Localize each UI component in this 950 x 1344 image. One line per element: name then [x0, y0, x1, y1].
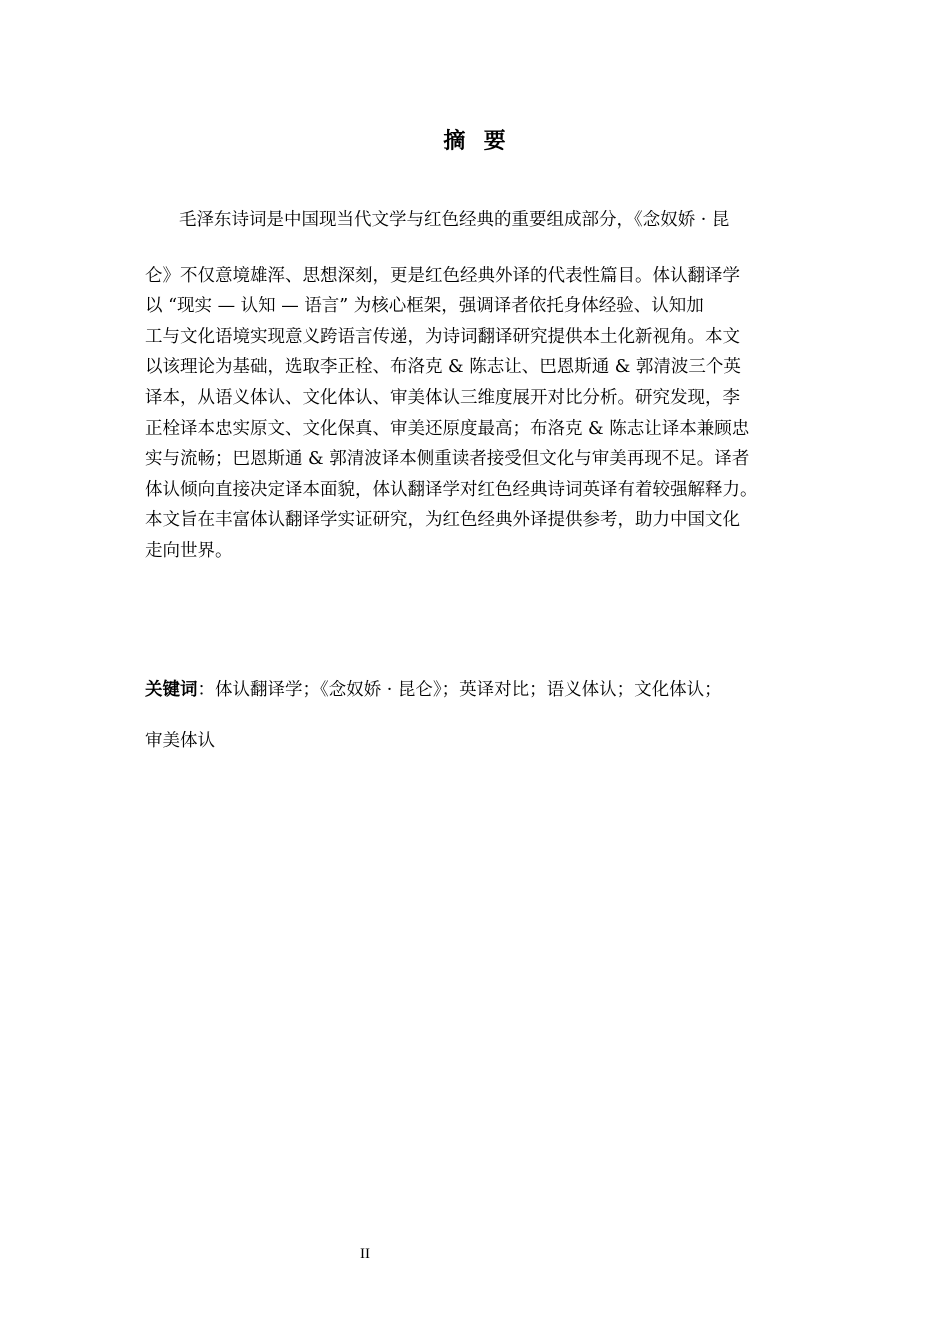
- abstract-line: 体认倾向直接决定译本面貌，体认翻译学对红色经典诗词英译有着较强解释力。: [145, 479, 758, 500]
- abstract-body: [145, 205, 805, 567]
- page-number: II: [360, 1246, 370, 1262]
- keywords-list: ：体认翻译学；《念奴娇 · 昆仑》；英译对比；语义体认；文化体认；: [197, 680, 722, 700]
- abstract-line: 仑》不仅意境雄浑、思想深刻，更是红色经典外译的代表性篇目。体认翻译学: [145, 265, 740, 286]
- abstract-line: 译本，从语义体认、文化体认、审美体认三维度展开对比分析。研究发现，李: [145, 387, 740, 408]
- keywords-label: 关键词: [145, 680, 198, 700]
- abstract-title: 摘 要: [443, 129, 507, 154]
- abstract-line: 工与文化语境实现意义跨语言传递，为诗词翻译研究提供本土化新视角。本文: [145, 326, 740, 347]
- abstract-line: 本文旨在丰富体认翻译学实证研究，为红色经典外译提供参考，助力中国文化: [145, 510, 740, 531]
- abstract-line: 实与流畅；巴恩斯通 & 郭清波译本侧重读者接受但文化与审美再现不足。译者: [145, 449, 750, 470]
- abstract-line: 以该理论为基础，选取李正栓、布洛克 & 陈志让、巴恩斯通 & 郭清波三个英: [145, 357, 741, 378]
- abstract-line: 以 “现实 — 认知 — 语言” 为核心框架，强调译者依托身体经验、认知加: [145, 296, 704, 317]
- abstract-line: 走向世界。: [145, 540, 233, 561]
- abstract-line: 毛泽东诗词是中国现当代文学与红色经典的重要组成部分，《念奴娇 · 昆: [179, 210, 730, 230]
- keywords-line-continued: 审美体认: [145, 731, 215, 751]
- abstract-line: 正栓译本忠实原文、文化保真、审美还原度最高；布洛克 & 陈志让译本兼顾忠: [145, 418, 750, 439]
- keywords-section: [145, 675, 805, 756]
- keywords-line: [145, 675, 805, 705]
